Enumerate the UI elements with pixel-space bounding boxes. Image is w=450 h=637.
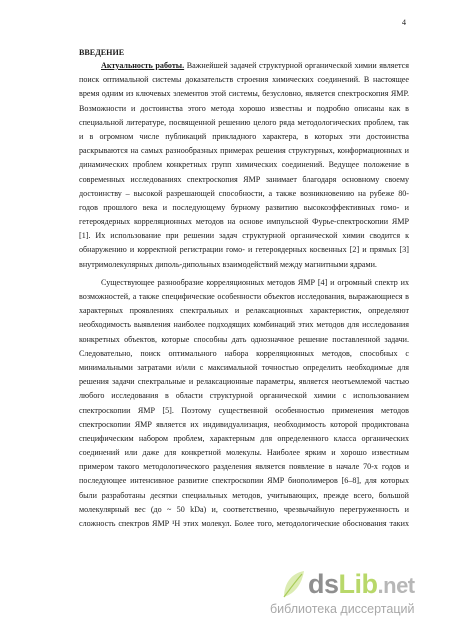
- paragraph-line: раскрываются на самых разнообразных примерах решения структурных, конформационных и: [79, 146, 409, 156]
- dslib-watermark: [258, 567, 438, 625]
- paragraph-1: [79, 59, 409, 272]
- paragraph-line: любого исследования в области структурной органической химии с использованием: [79, 391, 409, 401]
- paragraph-line: сложность спектров ЯМР ¹H этих молекул. Более того, методологические обоснования таких: [79, 519, 409, 528]
- paragraph-line: решения задачи спектральные и релаксационные параметры, является неотъемлемой частью: [79, 377, 409, 387]
- paragraph-line: возможностей, а также специфические особенности объектов исследования, выражающиеся в: [79, 292, 409, 301]
- paragraph-line: Следовательно, поиск оптимального набора корреляционных методов, способных с: [79, 348, 409, 358]
- paragraph-text: Важнейшей задачей структурной органической химии является: [184, 61, 409, 70]
- paragraph-line: и в огромном числе публикаций прикладного характера, в которых эти достоинства: [79, 131, 409, 141]
- paragraph-line: современных исследованиях спектроскопия ЯМР занимает благодаря основному своему: [79, 174, 409, 184]
- paragraph-2: [79, 276, 409, 531]
- document-body: [79, 47, 409, 531]
- page-number: 4: [401, 18, 406, 27]
- dslib-logo: dsLib.net: [308, 569, 415, 599]
- paragraph-line: гетероядерных корреляционных методов на основе импульсной Фурье-спектроскопии ЯМР: [79, 217, 409, 227]
- paragraph-line: годов прошлого века и последующему бурному развитию высокоэффективных гомо- и: [79, 202, 409, 212]
- paragraph-line: спектроскопии ЯМР [5]. Поэтому существенной особенностью применения методов: [79, 405, 409, 415]
- paragraph-line: необходимость выявления наиболее подходящих комбинаций этих методов для исследования: [79, 320, 409, 330]
- paragraph-line: последующее интенсивное развитие спектроскопии ЯМР биополимеров [6–8], для которых: [79, 476, 409, 486]
- paragraph-line: спектроскопии ЯМР является их индивидуализация, необходимость которой продиктована: [79, 419, 409, 429]
- paragraph-line: примером такого методологического разделения является появление в начале 70-х годов и: [79, 462, 409, 472]
- paragraph-line: минимальными затратами и/или с максимальной точностью определить необходимые для: [79, 362, 409, 372]
- paragraph-line: внутримолекулярных диполь-дипольных взаимодействий между магнитными ядрами.: [79, 259, 377, 269]
- paragraph-line: характерных проявлениях спектральных и релаксационных характеристик, определяют: [79, 306, 409, 316]
- paragraph-line: достоинству – высокой разрешающей способности, а также возникновению на рубеже 80-: [79, 188, 409, 198]
- paragraph-line: [79, 59, 409, 73]
- dslib-subtitle: библиотека диссертаций: [270, 602, 415, 616]
- leaf-icon: [280, 569, 306, 599]
- paragraph-line: специфическим набором проблем, характерным для определенного класса органических: [79, 433, 409, 443]
- relevance-lead: Актуальность работы.: [101, 61, 185, 70]
- paragraph-line: поиск оптимальной системы доказательств строения химических соединений. В настоящее: [79, 75, 409, 85]
- paragraph-line: специальной литературе, посвященной решению целого ряда методологических проблем, так: [79, 117, 409, 127]
- paragraph-line: конкретных объектов, которые способны дать однозначное решение поставленной задачи.: [79, 334, 409, 344]
- section-heading: ВВЕДЕНИЕ: [79, 48, 125, 57]
- paragraph-line: молекулярный вес (до ~ 50 kDa) и, соответственно, чрезвычайную перегруженность и: [79, 504, 409, 514]
- paragraph-line: динамических проблем конкретных групп химических соединений. Ведущее положение в: [79, 160, 409, 170]
- paragraph-line: [1]. Их использование при решении задач структурной органической химии сводится к: [79, 231, 409, 241]
- paragraph-line: Существующее разнообразие корреляционных методов ЯМР [4] и огромный спектр их: [101, 277, 409, 287]
- paragraph-line: Возможности и достоинства этого метода хорошо известны и подробно описаны как в: [79, 103, 409, 113]
- paragraph-line: были разработаны десятки специальных методов, учитывающих, прежде всего, большой: [79, 490, 409, 500]
- paragraph-line: обнаружению и корректной регистрации гомо- и гетероядерных косвенных [2] и прямых [3]: [79, 245, 409, 255]
- paragraph-line: соединений или даже для конкретной молекулы. Наиболее ярким и хорошо известным: [79, 448, 409, 458]
- paragraph-line: время одним из ключевых элементов этой системы, безусловно, является спектроскопия ЯМР.: [79, 89, 409, 99]
